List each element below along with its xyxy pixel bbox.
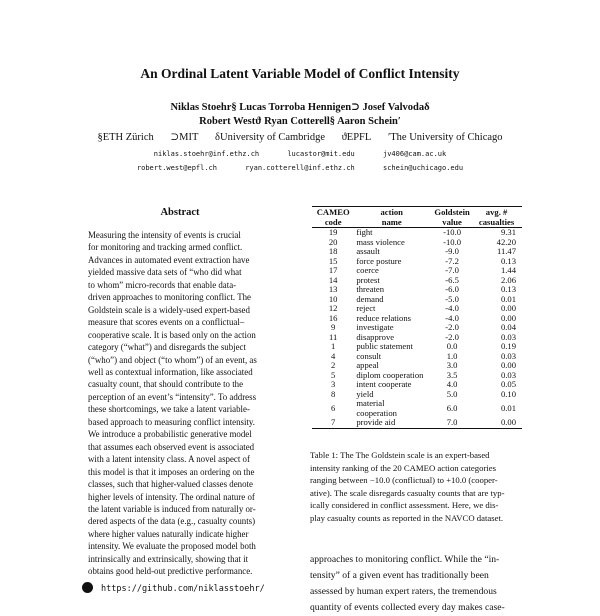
table-row: [312, 304, 522, 314]
table-cell: -10.0: [443, 227, 462, 237]
table-cell: 19: [328, 227, 338, 237]
table-cell: 0.10: [500, 388, 516, 399]
table-row: [312, 295, 522, 305]
email: schein@uchicago.edu: [383, 164, 464, 172]
abstract-line: driven approaches to monitoring conflict. The: [88, 292, 251, 303]
table-cell: 15: [328, 255, 338, 266]
table-cell: reduce relations: [356, 312, 411, 323]
affiliation: ′The University of Chicago: [387, 132, 503, 143]
caption-line: ranging between −10.0 (conflictual) to +10.0 (cooper-: [310, 475, 498, 485]
table-cell: 0.13: [500, 284, 516, 294]
email: jv406@cam.ac.uk: [383, 150, 447, 158]
emails-line-1: [0, 150, 600, 158]
table-row: [312, 390, 522, 400]
email: robert.west@epfl.ch: [136, 164, 217, 172]
table-cell: -6.5: [445, 274, 459, 285]
table-cell: 5.0: [446, 388, 458, 399]
table-cell: 0.00: [500, 312, 516, 323]
table-row: [312, 276, 522, 286]
table-body: [312, 228, 522, 429]
abstract-line: Measuring the intensity of events is crucial: [88, 230, 241, 240]
table-row: [312, 228, 522, 238]
table-row: [312, 342, 522, 352]
table-cell: demand: [356, 293, 384, 304]
table-cell: -4.0: [445, 303, 459, 313]
abstract-line: higher levels of intensity. The ordinal nature of: [88, 491, 255, 502]
email: lucastor@mit.edu: [287, 150, 355, 158]
affiliations: [0, 131, 600, 143]
table-row: [312, 399, 522, 418]
table-row: [312, 314, 522, 324]
abstract-line: intrinsically and extrinsically, showing that it: [88, 553, 249, 564]
table-cell: 6: [331, 402, 336, 413]
table-cell: 11: [329, 331, 338, 342]
abstract-line: We introduce a probabilistic generative model: [88, 429, 252, 440]
table-row: [312, 323, 522, 333]
table-cell: 18: [328, 246, 338, 256]
table-cell: 0.03: [500, 369, 516, 380]
footnote-url[interactable]: https://github.com/niklasstoehr/: [101, 584, 265, 594]
table-cell: 10: [328, 293, 338, 304]
table-row: [312, 257, 522, 267]
abstract-line: yielded massive data sets of “who did what: [88, 267, 242, 278]
table-cell: intent cooperate: [356, 379, 412, 389]
caption-line: play casualty counts as reported in the NAVCO dataset.: [310, 512, 504, 523]
table-cell: 16: [328, 312, 338, 323]
table-cell: 4: [331, 350, 336, 361]
table-cell: 0.01: [500, 293, 516, 304]
table-cell: 3: [331, 379, 336, 389]
abstract-line: the latent variable is induced from naturally or-: [88, 503, 256, 514]
table-cell: 0.19: [500, 341, 516, 351]
abstract-line: category (“what”) and disregards the subject: [88, 342, 246, 353]
table-cell: 12: [328, 303, 338, 313]
body-line: tensity” of a given event has traditionally been: [310, 570, 489, 581]
table-cell: investigate: [356, 322, 394, 332]
abstract-line: perception of an event’s “intensity”. To address: [88, 391, 257, 402]
table-row: [312, 418, 522, 428]
abstract-line: Goldstein scale is a widely-used expert-based: [88, 304, 250, 315]
body-line: approaches to monitoring conflict. While the “in-: [310, 554, 500, 565]
abstract-line: these shortcomings, we take a latent variable-: [88, 404, 250, 415]
email: niklas.stoehr@inf.ethz.ch: [153, 150, 260, 158]
paper-title: An Ordinal Latent Variable Model of Conflict Intensity: [140, 66, 460, 81]
table-cell: 1.44: [500, 265, 516, 275]
table-row: [312, 266, 522, 276]
abstract-line: this model is that it imposes an ordering on the: [88, 466, 255, 477]
table-cell: provide aid: [356, 417, 396, 427]
abstract-text: [88, 229, 280, 578]
caption-line: intensity ranking of the 20 CAMEO action categories: [310, 462, 497, 473]
table-cell: public statement: [356, 341, 413, 351]
abstract-line: measure that scores events on a conflictual–: [88, 317, 245, 328]
table-row: [312, 371, 522, 381]
table-cell: -4.0: [445, 312, 459, 323]
table-cell: 0.0: [446, 341, 458, 351]
abstract-line: with a latent intensity class. A novel aspect of: [88, 454, 250, 465]
table-cell: diplom cooperation: [356, 369, 424, 380]
table-cell: 8: [331, 388, 336, 399]
table-cell: force posture: [356, 255, 402, 266]
table-row: [312, 247, 522, 257]
table-cell: 4.0: [446, 379, 458, 389]
table-row: [312, 380, 522, 390]
abstract-line: classes, such that higher-valued classes denote: [88, 479, 253, 490]
abstract-heading: Abstract: [160, 207, 200, 218]
body-line: assessed by human expert raters, the tremendous: [310, 586, 497, 597]
table-cell: 3.0: [446, 360, 458, 370]
table-cell: 14: [328, 274, 338, 285]
abstract-line: obtains good held-out predictive performance.: [88, 566, 253, 577]
table-cell: -2.0: [445, 322, 459, 332]
affiliation: ϑEPFL: [341, 132, 372, 143]
table-cell: reject: [356, 303, 376, 313]
github-icon: [82, 582, 93, 593]
table-cell: 1: [331, 341, 336, 351]
table-cell: -7.2: [445, 255, 459, 266]
affiliation: §ETH Zürich: [97, 132, 154, 143]
header-action-name: action name: [380, 207, 403, 227]
table-cell: -9.0: [445, 246, 459, 256]
affiliation: δUniversity of Cambridge: [215, 132, 325, 143]
table-cell: material cooperation: [356, 398, 397, 418]
table-cell: 0.04: [500, 322, 516, 332]
table-row: [312, 333, 522, 343]
table-row: [312, 352, 522, 362]
header-avg-casualties: avg. # casualties: [478, 207, 515, 227]
caption-line: Table 1: The The Goldstein scale is an expert-based: [310, 450, 490, 460]
abstract-line: dered aspects of the data (e.g., casualty counts): [88, 516, 256, 527]
body-line: quantity of events collected every day makes case-: [310, 602, 505, 613]
table-cell: 1.0: [446, 350, 458, 361]
table-cell: 9.31: [500, 227, 516, 237]
table-cell: 3.5: [446, 369, 458, 380]
table-cell: disapprove: [356, 331, 395, 342]
table-caption: [310, 449, 532, 524]
table-cell: -6.0: [445, 284, 459, 294]
authors-line-2: Robert Westϑ Ryan Cotterell§ Aaron Schein′: [199, 116, 401, 127]
table-cell: -2.0: [445, 331, 459, 342]
table-cell: -7.0: [445, 265, 459, 275]
abstract-line: well as contextual information, like associated: [88, 366, 253, 377]
table-cell: 2.06: [500, 274, 516, 285]
cameo-table: [312, 206, 522, 429]
table-cell: -10.0: [443, 236, 462, 247]
table-cell: 0.03: [500, 331, 516, 342]
table-cell: appeal: [356, 360, 379, 370]
authors-line-1: Niklas Stoehr§ Lucas Torroba Hennigen⊃ Josef Valvodaδ: [170, 102, 430, 113]
table-cell: 17: [328, 265, 338, 275]
table-cell: consult: [356, 350, 382, 361]
table-cell: 0.05: [500, 379, 516, 389]
table-cell: 0.13: [500, 255, 516, 266]
table-cell: 5: [331, 369, 336, 380]
header-cameo-code: CAMEO code: [316, 207, 350, 227]
affiliation: ⊃MIT: [170, 132, 199, 143]
abstract-line: that assumes each observed event is associated: [88, 441, 255, 452]
table-row: [312, 238, 522, 248]
table-cell: 0.00: [500, 417, 516, 427]
table-cell: 20: [328, 236, 338, 247]
table-cell: 11.47: [496, 246, 516, 256]
table-row: [312, 285, 522, 295]
caption-line: ative). The scale disregards casualty counts that are typ-: [310, 487, 505, 498]
table-header-row: [312, 207, 522, 228]
table-cell: 42.20: [496, 236, 516, 247]
caption-line: ically considered in conflict assessment. Here, we dis-: [310, 500, 499, 510]
table-cell: yield: [356, 388, 374, 399]
emails-line-2: [0, 164, 600, 172]
header-goldstein-value: Goldstein value: [434, 207, 470, 227]
table-cell: threaten: [356, 284, 385, 294]
table-cell: coerce: [356, 265, 379, 275]
abstract-line: where higher values naturally indicate higher: [88, 528, 249, 539]
table-cell: assault: [356, 246, 380, 256]
table-cell: 0.00: [500, 360, 516, 370]
table-cell: protest: [356, 274, 380, 285]
table-cell: 6.0: [446, 402, 458, 413]
table-cell: 7: [331, 417, 336, 427]
abstract-line: (“who”) and object (“to whom”) of an event, as: [88, 354, 257, 365]
abstract-line: to whom” micro-records that enable data-: [88, 279, 237, 290]
table-cell: 0.03: [500, 350, 516, 361]
table-cell: fight: [356, 227, 373, 237]
abstract-line: casualty count, that should contribute to the: [88, 379, 244, 390]
abstract-line: for monitoring and tracking armed conflict.: [88, 242, 243, 253]
table-cell: 0.01: [500, 402, 516, 413]
table-cell: 2: [331, 360, 336, 370]
footnote: [82, 583, 265, 594]
table-cell: 7.0: [446, 417, 458, 427]
table-cell: -5.0: [445, 293, 459, 304]
abstract-line: intensity. We evaluate the proposed model both: [88, 541, 256, 552]
abstract-line: cooperative scale. It is based only on the action: [88, 329, 256, 340]
table-cell: 13: [328, 284, 338, 294]
email: ryan.cotterell@inf.ethz.ch: [245, 164, 355, 172]
abstract-line: Advances in automated event extraction have: [88, 254, 250, 265]
body-text: [310, 552, 532, 616]
table-cell: 9: [331, 322, 336, 332]
abstract-line: based approach to measuring conflict intensity.: [88, 416, 256, 427]
table-cell: 0.00: [500, 303, 516, 313]
table-cell: mass violence: [356, 236, 405, 247]
